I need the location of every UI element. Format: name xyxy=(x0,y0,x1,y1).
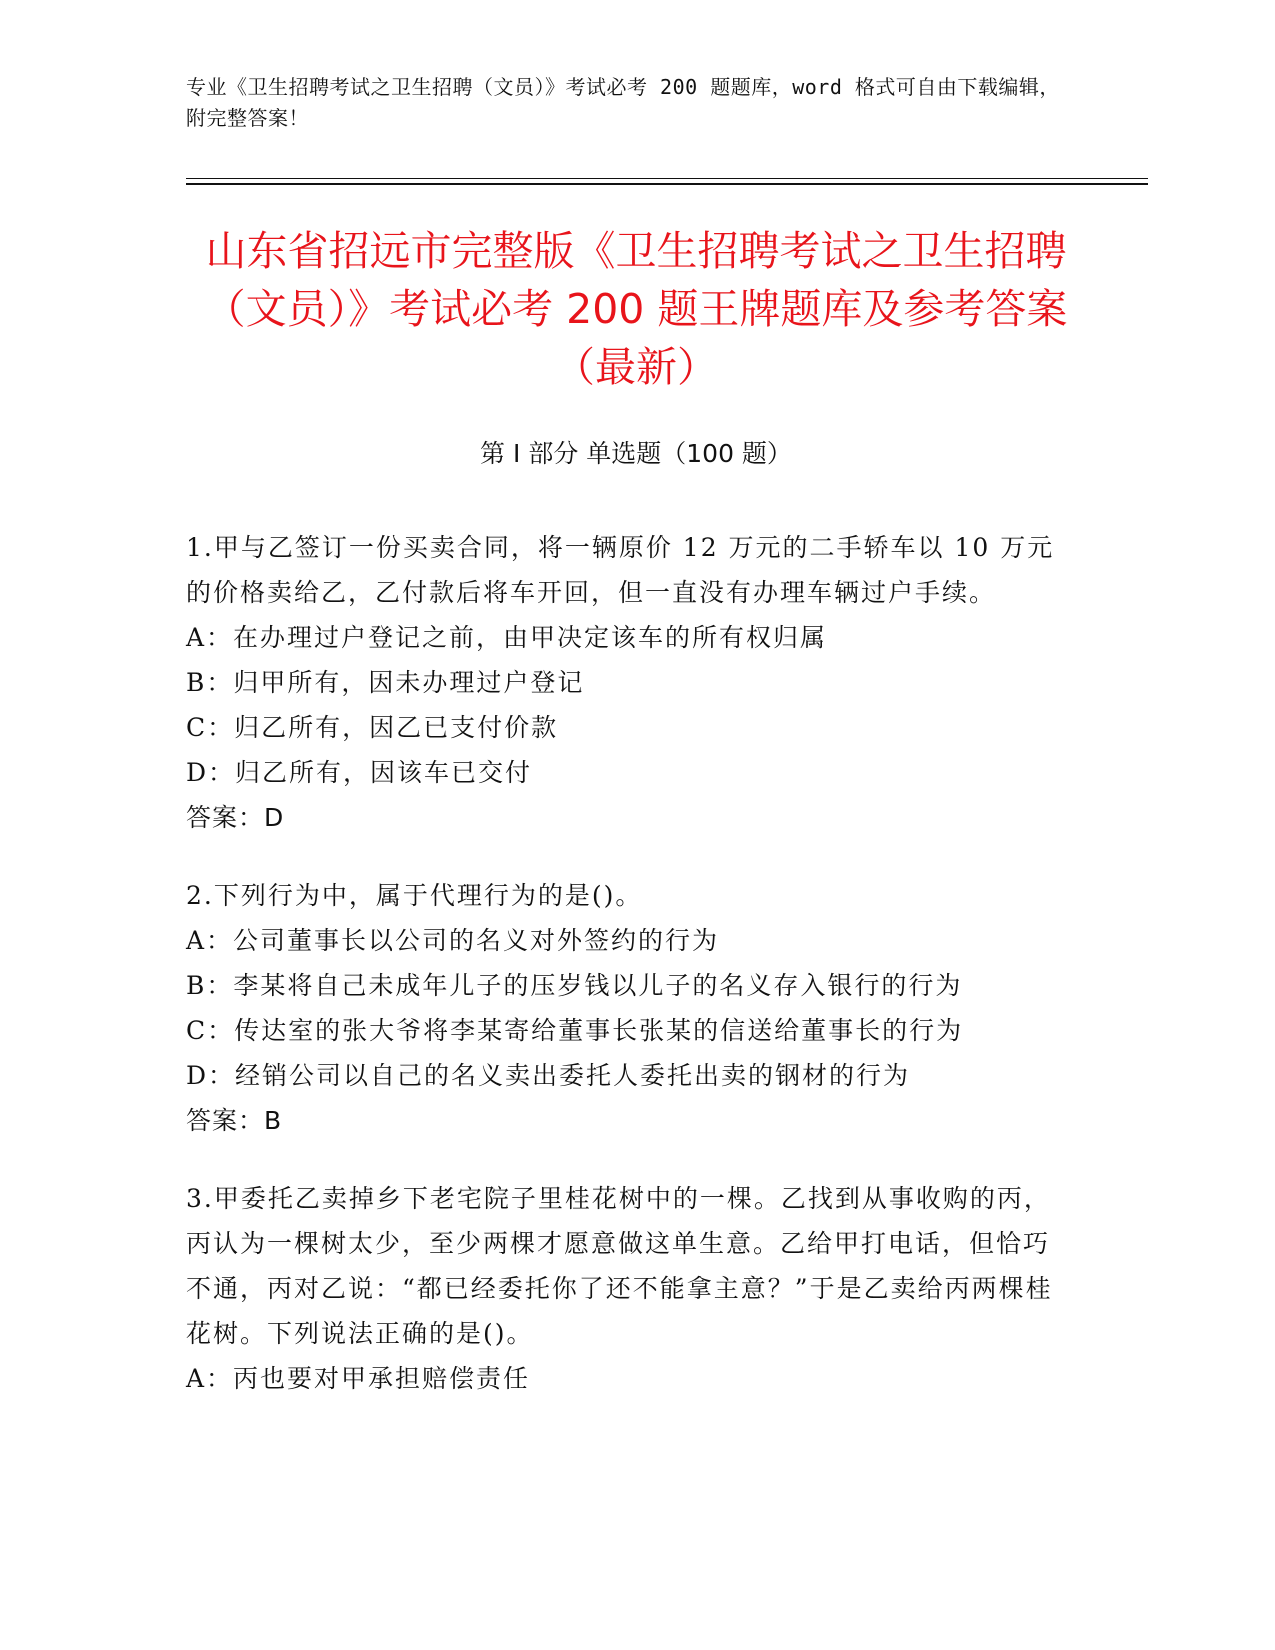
question-text: 2.下列行为中，属于代理行为的是()。 xyxy=(186,881,643,910)
option-c: C：归乙所有，因乙已支付价款 xyxy=(186,713,559,742)
option-b: B：李某将自己未成年儿子的压岁钱以儿子的名义存入银行的行为 xyxy=(186,971,963,1000)
question-1 xyxy=(186,525,1066,840)
option-a: A：公司董事长以公司的名义对外签约的行为 xyxy=(186,926,720,955)
option-a: A：在办理过户登记之前，由甲决定该车的所有权归属 xyxy=(186,623,828,652)
header-divider-thin xyxy=(186,178,1148,179)
option-c: C：传达室的张大爷将李某寄给董事长张某的信送给董事长的行为 xyxy=(186,1016,964,1045)
option-b: B：归甲所有，因未办理过户登记 xyxy=(186,668,585,697)
answer: 答案：D xyxy=(186,803,285,832)
question-3 xyxy=(186,1176,1066,1401)
answer: 答案：B xyxy=(186,1106,283,1135)
question-text: 3.甲委托乙卖掉乡下老宅院子里桂花树中的一棵。乙找到从事收购的丙，丙认为一棵树太少，至少两棵才愿意做这单生意。乙给甲打电话，但恰巧不通，丙对乙说：“都已经委托你了还不能拿主意？”于是乙卖给丙两棵桂花树。下列说法正确的是()。 xyxy=(186,1184,1053,1348)
question-text: 1.甲与乙签订一份买卖合同，将一辆原价 12 万元的二手轿车以 10 万元的价格卖给乙，乙付款后将车开回，但一直没有办理车辆过户手续。 xyxy=(186,533,1055,607)
option-d: D：经销公司以自己的名义卖出委托人委托出卖的钢材的行为 xyxy=(186,1061,911,1090)
option-d: D：归乙所有，因该车已交付 xyxy=(186,758,533,787)
option-a: A：丙也要对甲承担赔偿责任 xyxy=(186,1364,531,1393)
section-title: 第 I 部分 单选题（100 题） xyxy=(480,439,792,468)
question-list xyxy=(186,525,1066,1434)
header-note: 专业《卫生招聘考试之卫生招聘（文员）》考试必考 200 题题库，word 格式可自由下载编辑，附完整答案！ xyxy=(186,75,1060,130)
document-title: 山东省招远市完整版《卫生招聘考试之卫生招聘（文员）》考试必考 200 题王牌题库及参考答案（最新） xyxy=(204,227,1068,391)
header-divider-thick xyxy=(186,183,1148,185)
question-2 xyxy=(186,873,1066,1143)
